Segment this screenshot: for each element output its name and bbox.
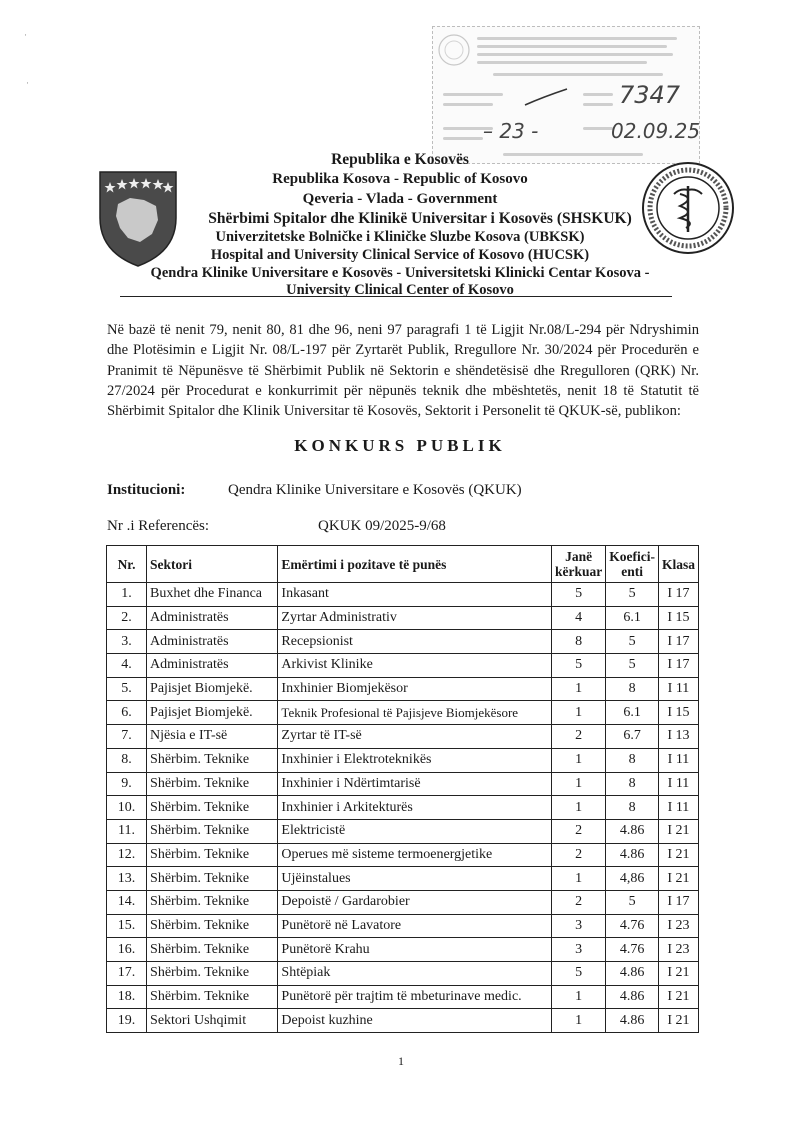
cell-class: I 21: [658, 1009, 698, 1033]
cell-row-number: 12.: [107, 843, 147, 867]
table-row: [107, 606, 699, 630]
cell-row-number: 3.: [107, 630, 147, 654]
cell-row-number: 10.: [107, 796, 147, 820]
cell-position-title: Depoistë / Gardarobier: [278, 890, 552, 914]
cell-coefficient: 4,86: [606, 867, 659, 891]
cell-position-title: Punëtorë Krahu: [278, 938, 552, 962]
cell-position-title: Depoist kuzhine: [278, 1009, 552, 1033]
table-row: [107, 772, 699, 796]
stamp-seal-icon: [437, 33, 471, 67]
cell-requested-count: 1: [551, 867, 605, 891]
cell-sector: Shërbim. Teknike: [147, 772, 278, 796]
cell-row-number: 4.: [107, 654, 147, 678]
table-row: [107, 1009, 699, 1033]
cell-class: I 17: [658, 583, 698, 607]
cell-class: I 11: [658, 677, 698, 701]
cell-position-title: Inxhinier i Arkitekturës: [278, 796, 552, 820]
cell-class: I 15: [658, 701, 698, 725]
column-header-sector: Sektori: [147, 546, 278, 583]
column-header-requested: Janë kërkuar: [551, 546, 605, 583]
cell-row-number: 8.: [107, 748, 147, 772]
cell-class: I 23: [658, 914, 698, 938]
page-title: KONKURS PUBLIK: [294, 436, 506, 455]
page-number: 1: [398, 1054, 404, 1068]
positions-table: [106, 545, 699, 1033]
column-header-coefficient: Koefici-enti: [606, 546, 659, 583]
cell-row-number: 19.: [107, 1009, 147, 1033]
cell-row-number: 9.: [107, 772, 147, 796]
cell-coefficient: 8: [606, 677, 659, 701]
cell-row-number: 7.: [107, 725, 147, 749]
cell-requested-count: 5: [551, 962, 605, 986]
cell-requested-count: 1: [551, 796, 605, 820]
cell-coefficient: 4.76: [606, 938, 659, 962]
table-row: [107, 654, 699, 678]
cell-position-title: Inxhinier i Ndërtimtarisë: [278, 772, 552, 796]
cell-position-title: Inxhinier Biomjekësor: [278, 677, 552, 701]
cell-class: I 17: [658, 890, 698, 914]
reference-value: QKUK 09/2025-9/68: [318, 518, 446, 534]
cell-class: I 21: [658, 867, 698, 891]
cell-position-title: Operues më sisteme termoenergjetike: [278, 843, 552, 867]
header-republic-trilingual: Republika Kosova - Republic of Kosovo: [272, 171, 528, 187]
cell-class: I 21: [658, 843, 698, 867]
cell-position-title: Shtëpiak: [278, 962, 552, 986]
header-government: Qeveria - Vlada - Government: [302, 191, 498, 207]
cell-class: I 11: [658, 748, 698, 772]
cell-requested-count: 1: [551, 1009, 605, 1033]
cell-sector: Shërbim. Teknike: [147, 938, 278, 962]
table-row: [107, 914, 699, 938]
cell-class: I 11: [658, 796, 698, 820]
cell-coefficient: 5: [606, 630, 659, 654]
cell-sector: Administratës: [147, 630, 278, 654]
table-row: [107, 677, 699, 701]
cell-row-number: 11.: [107, 819, 147, 843]
header-service-serbian: Univerzitetske Bolničke i Kliničke Sluzbe Kosova (UBKSK): [215, 229, 585, 245]
table-row: [107, 583, 699, 607]
cell-position-title: Recepsionist: [278, 630, 552, 654]
cell-coefficient: 8: [606, 772, 659, 796]
cell-coefficient: 4.86: [606, 962, 659, 986]
table-row: [107, 962, 699, 986]
cell-class: I 21: [658, 985, 698, 1009]
cell-class: I 23: [658, 938, 698, 962]
cell-coefficient: 8: [606, 796, 659, 820]
header-clinical-center-english: University Clinical Center of Kosovo: [286, 282, 514, 298]
cell-requested-count: 1: [551, 772, 605, 796]
cell-coefficient: 6.7: [606, 725, 659, 749]
cell-class: I 11: [658, 772, 698, 796]
cell-sector: Shërbim. Teknike: [147, 985, 278, 1009]
cell-sector: Sektori Ushqimit: [147, 1009, 278, 1033]
cell-sector: Shërbim. Teknike: [147, 748, 278, 772]
cell-coefficient: 5: [606, 654, 659, 678]
cell-class: I 21: [658, 962, 698, 986]
header-divider: [120, 296, 672, 297]
cell-sector: Shërbim. Teknike: [147, 890, 278, 914]
cell-class: I 17: [658, 630, 698, 654]
cell-row-number: 2.: [107, 606, 147, 630]
table-header-row: [107, 546, 699, 583]
registration-count: – 23 -: [483, 119, 539, 143]
cell-requested-count: 1: [551, 701, 605, 725]
cell-requested-count: 4: [551, 606, 605, 630]
cell-coefficient: 4.86: [606, 819, 659, 843]
cell-row-number: 16.: [107, 938, 147, 962]
cell-position-title: Zyrtar Administrativ: [278, 606, 552, 630]
legal-basis-paragraph: Në bazë të nenit 79, nenit 80, 81 dhe 96, neni 97 paragrafi 1 të Ligjit Nr.08/L-294 për Ndryshimin dhe Plotësimin e Ligjit Nr. 08/L-197 për Zyrtarët Publik, Rregullore Nr. 30/2024 për Procedurën e Pranimit të Nëpunësve të Shërbimit Publik në Sektorin e shëndetësisë dhe Rregulloren (QRK) Nr. 27/2024 për Procedurat e konkurrimit për nëpunës teknik dhe mbështetës, nenit 18 të Statutit të Shërbimit Spitalor dhe Klinik Universitar të Kosovës, Sektorit i Personelit të QKUK-së, publikon:: [107, 322, 699, 420]
cell-requested-count: 8: [551, 630, 605, 654]
header-republic: Republika e Kosovës: [331, 151, 469, 168]
table-row: [107, 867, 699, 891]
cell-class: I 15: [658, 606, 698, 630]
cell-coefficient: 6.1: [606, 606, 659, 630]
cell-class: I 13: [658, 725, 698, 749]
cell-requested-count: 1: [551, 748, 605, 772]
cell-sector: Shërbim. Teknike: [147, 796, 278, 820]
cell-position-title: Inxhinier i Elektroteknikës: [278, 748, 552, 772]
table-row: [107, 796, 699, 820]
cell-position-title: Punëtorë në Lavatore: [278, 914, 552, 938]
cell-position-title: Ujëinstalues: [278, 867, 552, 891]
cell-sector: Shërbim. Teknike: [147, 819, 278, 843]
cell-requested-count: 1: [551, 677, 605, 701]
table-row: [107, 725, 699, 749]
cell-sector: Shërbim. Teknike: [147, 843, 278, 867]
cell-requested-count: 2: [551, 725, 605, 749]
cell-row-number: 13.: [107, 867, 147, 891]
cell-coefficient: 5: [606, 890, 659, 914]
registration-date: 02.09.25: [611, 119, 701, 143]
column-header-class: Klasa: [658, 546, 698, 583]
cell-position-title: Zyrtar të IT-së: [278, 725, 552, 749]
cell-requested-count: 2: [551, 843, 605, 867]
cell-coefficient: 8: [606, 748, 659, 772]
cell-requested-count: 2: [551, 890, 605, 914]
cell-row-number: 14.: [107, 890, 147, 914]
cell-row-number: 17.: [107, 962, 147, 986]
cell-coefficient: 4.86: [606, 1009, 659, 1033]
table-row: [107, 985, 699, 1009]
cell-row-number: 15.: [107, 914, 147, 938]
cell-requested-count: 3: [551, 938, 605, 962]
table-row: [107, 748, 699, 772]
registration-stamp: [432, 26, 700, 164]
reference-label: Nr .i Referencës:: [107, 518, 210, 534]
cell-requested-count: 5: [551, 583, 605, 607]
table-row: [107, 843, 699, 867]
cell-requested-count: 3: [551, 914, 605, 938]
cell-row-number: 18.: [107, 985, 147, 1009]
institution-value: Qendra Klinike Universitare e Kosovës (QKUK): [228, 482, 522, 498]
cell-coefficient: 4.76: [606, 914, 659, 938]
header-service-english: Hospital and University Clinical Service of Kosovo (HUCSK): [210, 247, 590, 263]
cell-position-title: Inkasant: [278, 583, 552, 607]
cell-class: I 21: [658, 819, 698, 843]
scan-mark: ·: [24, 30, 27, 40]
cell-row-number: 1.: [107, 583, 147, 607]
header-clinical-center: Qendra Klinike Universitare e Kosovës - Universitetski Klinicki Centar Kosova -: [150, 265, 650, 281]
cell-position-title: Teknik Profesional të Pajisjeve Biomjekësore: [278, 701, 552, 725]
cell-row-number: 6.: [107, 701, 147, 725]
cell-requested-count: 2: [551, 819, 605, 843]
header-service-albanian: Shërbimi Spitalor dhe Klinikë Universitar i Kosovës (SHSKUK): [208, 210, 632, 227]
institution-label: Institucioni:: [107, 482, 186, 498]
table-row: [107, 701, 699, 725]
cell-coefficient: 5: [606, 583, 659, 607]
cell-coefficient: 4.86: [606, 843, 659, 867]
cell-sector: Administratës: [147, 606, 278, 630]
cell-sector: Pajisjet Biomjekë.: [147, 701, 278, 725]
table-row: [107, 819, 699, 843]
cell-requested-count: 1: [551, 985, 605, 1009]
cell-row-number: 5.: [107, 677, 147, 701]
signature: [521, 85, 571, 109]
registration-number: 7347: [619, 81, 681, 109]
cell-position-title: Arkivist Klinike: [278, 654, 552, 678]
cell-sector: Shërbim. Teknike: [147, 914, 278, 938]
scan-mark: ·: [26, 78, 29, 88]
cell-coefficient: 4.86: [606, 985, 659, 1009]
cell-sector: Shërbim. Teknike: [147, 867, 278, 891]
cell-position-title: Elektricistë: [278, 819, 552, 843]
table-row: [107, 938, 699, 962]
cell-sector: Administratës: [147, 654, 278, 678]
cell-class: I 17: [658, 654, 698, 678]
cell-sector: Pajisjet Biomjekë.: [147, 677, 278, 701]
cell-sector: Njësia e IT-së: [147, 725, 278, 749]
column-header-number: Nr.: [107, 546, 147, 583]
column-header-position: Emërtimi i pozitave të punës: [278, 546, 552, 583]
table-row: [107, 890, 699, 914]
table-row: [107, 630, 699, 654]
cell-sector: Shërbim. Teknike: [147, 962, 278, 986]
cell-coefficient: 6.1: [606, 701, 659, 725]
cell-position-title: Punëtorë për trajtim të mbeturinave medic.: [278, 985, 552, 1009]
cell-requested-count: 5: [551, 654, 605, 678]
cell-sector: Buxhet dhe Financa: [147, 583, 278, 607]
